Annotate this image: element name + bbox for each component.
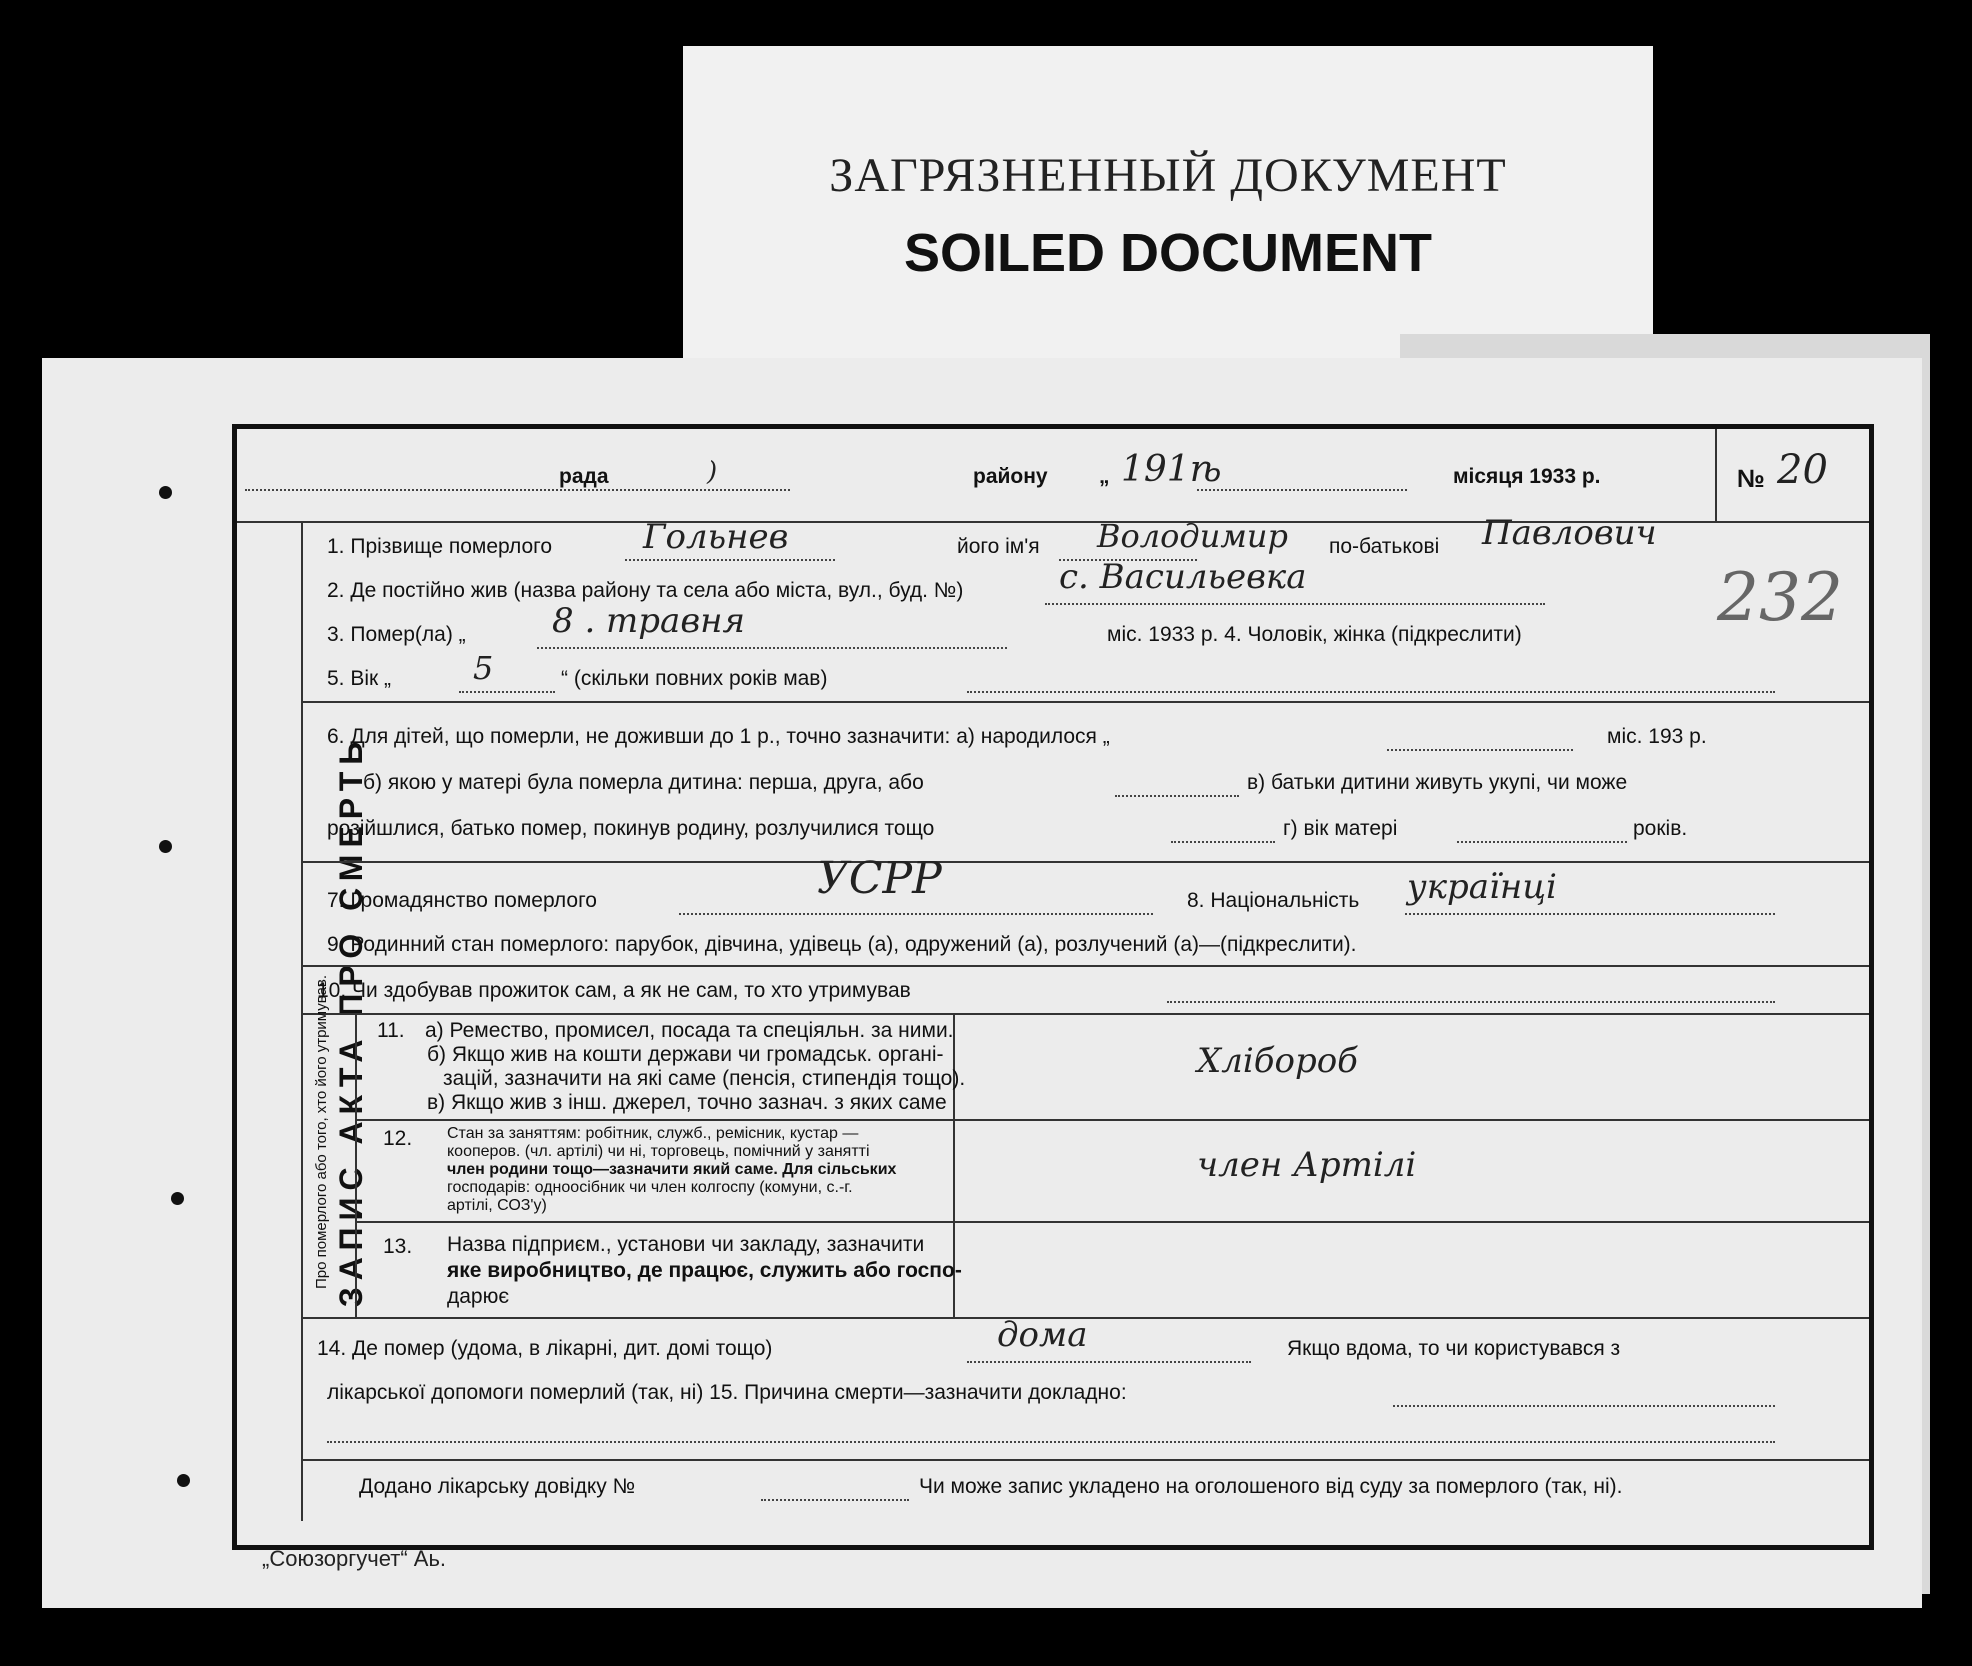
q13-line2: яке виробництво, де працює, служить або госпо- <box>447 1259 962 1282</box>
soiled-document-notice <box>683 46 1653 372</box>
medical-certificate-label: Додано лікарську довідку № <box>359 1475 636 1498</box>
dotted-line <box>1197 489 1407 491</box>
name-label: його ім'я <box>957 535 1040 558</box>
q11-a: а) Ремество, промисел, посада та спеціяльн. за ними. <box>425 1019 954 1042</box>
mother-age-label: г) вік матері <box>1283 817 1398 840</box>
employment-status-value: член Артілі <box>1197 1145 1417 1185</box>
header-month: місяця 1933 р. <box>1453 465 1601 488</box>
age-label: 5. Вік „ <box>327 667 392 690</box>
q11-c: в) Якщо жив з інш. джерел, точно зазнач. з яких саме <box>427 1091 947 1114</box>
surname-value: Гольнев <box>643 517 789 557</box>
mother-age-unit: років. <box>1633 817 1688 840</box>
q12-line2: кооперов. (чл. артілі) чи ні, торговець, помічний у занятті <box>447 1143 870 1160</box>
q11-b1: б) Якщо жив на кошти держави чи громадськ. органі- <box>427 1043 944 1066</box>
q12-line3: член родини тощо—зазначити який саме. Для сільських <box>447 1161 897 1178</box>
surname-label: 1. Прізвище померлого <box>327 535 553 558</box>
residence-value: с. Васильевка <box>1059 557 1307 597</box>
q12-line5: артілі, СОЗ'у) <box>447 1197 547 1214</box>
parents-label: в) батьки дитини живуть укупі, чи може <box>1247 771 1628 794</box>
notice-russian: ЗАГРЯЗНЕННЫЙ ДОКУМЕНТ <box>829 149 1507 202</box>
patronymic-value: Павлович <box>1482 513 1657 553</box>
header-district: району <box>973 465 1048 488</box>
medical-help-label: Якщо вдома, то чи користувався з <box>1287 1337 1621 1360</box>
archive-stamp-number: 232 <box>1717 559 1843 636</box>
punch-hole <box>159 486 172 499</box>
record-number-label: № <box>1737 465 1765 493</box>
dotted-line <box>245 489 790 491</box>
q11-b2: зацій, зазначити на які саме (пенсія, стипендія тощо). <box>443 1067 966 1090</box>
nationality-value: українці <box>1407 867 1557 907</box>
child-order-label: б) якою у матері була померла дитина: перша, друга, або <box>363 771 924 794</box>
age-tail: “ (скільки повних років мав) <box>561 667 828 690</box>
place-of-death-value: дома <box>997 1315 1088 1355</box>
q12-line4: господарів: одноосібник чи член колгоспу (комуни, с.-г. <box>447 1179 853 1196</box>
citizenship-value: УСРР <box>817 853 942 904</box>
cause-of-death-label: лікарської допомоги померлий (так, ні) 15. Причина смерти—зазначити докладно: <box>327 1381 1127 1404</box>
occupation-value: Хлібороб <box>1197 1041 1358 1081</box>
death-date-label: 3. Помер(ла) „ <box>327 623 466 646</box>
header-day: 191ѣ <box>1121 449 1222 490</box>
child-birth-tail: міс. 193 р. <box>1607 725 1707 748</box>
death-date-value: 8 . травня <box>552 601 746 641</box>
death-record-form: рада ) району „ 191ѣ місяця 1933 р. № 20 ЗАПИС АКТА ПРО СМЕРТЬ 232 1. Прізвище померлого Гольнев його ім'я Володимир по-батькові Павлович 2. Де постійно жив (назва району та села або міста, вул., буд. №) с. Васильевка 3. Помер(ла) „ 8 . травня міс. 1933 р. 4. Чоловік, жінка (підкреслити) 5. Вік „ 5 “ (скільки повних років мав) 6. Для дітей, що померли, не доживши до 1 р., точно зазначити: а) народилося „ міс. 193 р. б) якою у матері була померла дитина: перша, друга, або в) батьки дитини живуть укупі, чи може розійшлися, батько помер, покинув родину, розлучилися тощо г) вік матері років. 7. Громадянство померлого УСРР 8. Національність українці 9. Родинний стан померлого: парубок, дівчина, удівець (а), одружений (а), розлучений (а)—(підкреслити). 10. Чи здобував прожиток сам, а як не сам, то хто утримував Про померлого або того, хто його утримував. 11. а) Ремество, промисел, посада та спеціяльн. за ними. б) Якщо жив на кошти держави чи громадськ. органі- зацій, зазначити на які саме (пенсія, стипендія тощо). в) Якщо жив з інш. джерел, точно зазнач. з яких саме Хлібороб 12. Стан за заняттям: робітник, служб., ремісник, кустар — кооперов. (чл. артілі) чи ні, торговець, помічний у занятті член родини тощо—зазначити який саме. Для сільських господарів: одноосібник чи член колгоспу (комуни, с.-г. артілі, СОЗ'у) член Артілі 13. Назва підприєм., установи чи закладу, зазначити яке виробництво, де працює, служить або госпо- дарює 14. Де помер (удома, в лікарні, дит. домі тощо) дома Якщо вдома, то чи користувався з лікарської допомоги померлий (так, ні) 15. Причина смерти—зазначити докладно: Додано лікарську довідку № Чи може запис укладено на оголошеного від суду за померлого (так, ні). <box>232 424 1874 1550</box>
support-label: 10. Чи здобував прожиток сам, а як не сам, то хто утримував <box>317 979 911 1002</box>
q12-number: 12. <box>383 1127 413 1150</box>
citizenship-label: 7. Громадянство померлого <box>327 889 597 912</box>
residence-label: 2. Де постійно жив (назва району та села або міста, вул., буд. №) <box>327 579 964 602</box>
side-small-label: Про померлого або того, хто його утримував. <box>313 974 330 1289</box>
side-title: ЗАПИС АКТА ПРО СМЕРТЬ <box>333 734 369 1308</box>
name-value: Володимир <box>1097 517 1288 555</box>
notice-english: SOILED DOCUMENT <box>903 223 1432 283</box>
death-date-tail: міс. 1933 р. 4. Чоловік, жінка (підкреслити) <box>1107 623 1522 646</box>
printer-mark: „Союзоргучет“ Аь. <box>262 1546 447 1571</box>
q12-line1: Стан за заняттям: робітник, служб., ремісник, кустар — <box>447 1125 859 1142</box>
court-declaration-label: Чи може запис укладено на оголошеного від суду за померлого (так, ні). <box>919 1475 1623 1498</box>
patronymic-label: по-батькові <box>1329 535 1440 558</box>
place-of-death-label: 14. Де помер (удома, в лікарні, дит. домі тощо) <box>317 1337 773 1360</box>
header-council: рада <box>559 465 609 488</box>
nationality-label: 8. Національність <box>1187 889 1360 912</box>
punch-hole <box>159 840 172 853</box>
punch-hole <box>171 1192 184 1205</box>
q13-line3: дарює <box>447 1285 510 1308</box>
record-number: 20 <box>1777 447 1828 493</box>
q13-line1: Назва підприєм., установи чи закладу, зазначити <box>447 1233 925 1256</box>
q11-number: 11. <box>377 1019 405 1042</box>
child-birth-label: 6. Для дітей, що померли, не доживши до 1 р., точно зазначити: а) народилося „ <box>327 725 1110 748</box>
punch-hole <box>177 1474 190 1487</box>
age-value: 5 <box>473 649 494 687</box>
q13-number: 13. <box>383 1235 413 1258</box>
marital-status-label: 9. Родинний стан померлого: парубок, дівчина, удівець (а), одружений (а), розлучений (а)—(підкреслити). <box>327 933 1357 956</box>
parents-status-label: розійшлися, батько помер, покинув родину, розлучилися тощо <box>327 817 935 840</box>
